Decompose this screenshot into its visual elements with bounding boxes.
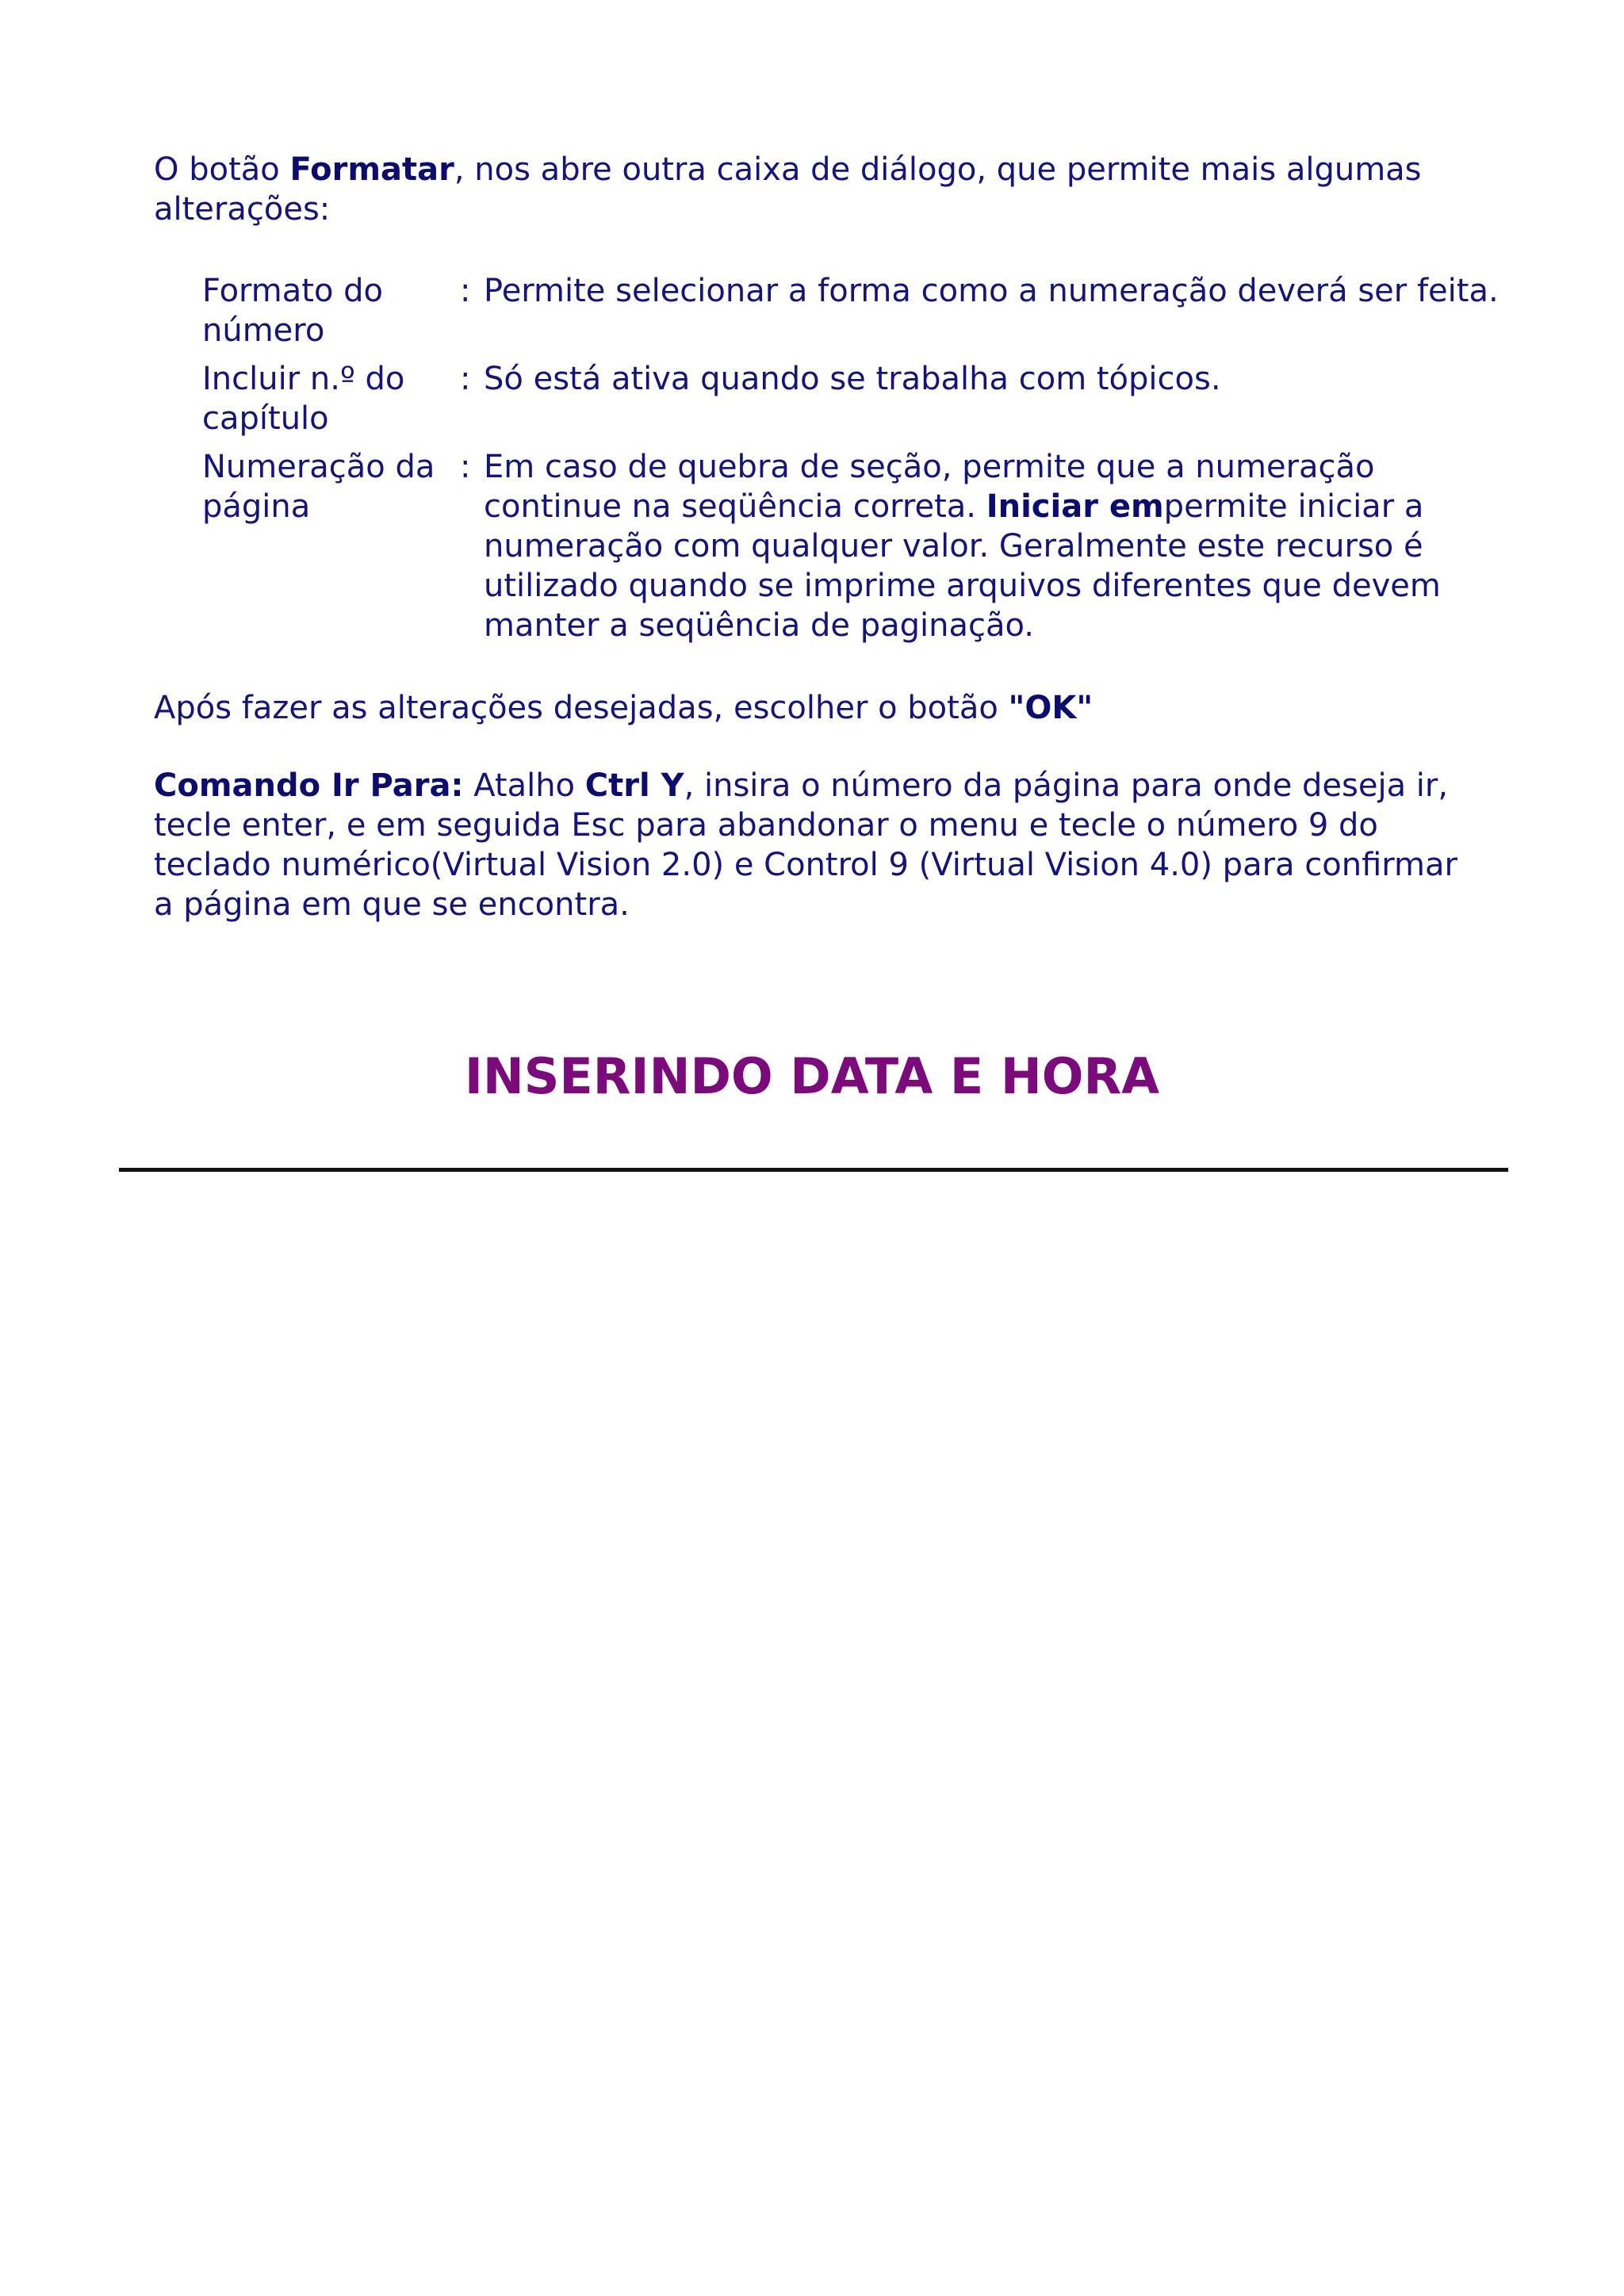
options-list [202,271,1503,654]
after-text: Após fazer as alterações desejadas, escolher o botão [154,690,1009,726]
option-separator: : [460,361,471,397]
ok-keyword: "OK" [1008,690,1094,726]
option-separator: : [460,273,471,309]
option-row-numeracao [202,447,1503,645]
option-description: Permite selecionar a forma como a numeração deverá ser feita. [484,273,1499,309]
option-row-incluir [202,359,1503,438]
option-term: Incluir n.º do capítulo [202,361,405,437]
goto-paragraph [154,766,1486,924]
ctrl-y-shortcut: Ctrl Y [584,767,684,804]
intro-paragraph [154,150,1486,229]
option-term: Numeração da página [202,449,435,525]
section-heading: INSERINDO DATA E HORA [464,1047,1160,1105]
option-description: Só está ativa quando se trabalha com tópicos. [484,361,1221,397]
intro-text: O botão [154,151,290,188]
option-separator: : [460,449,471,485]
after-paragraph [154,688,1486,728]
iniciar-em-keyword: Iniciar em [986,488,1164,525]
horizontal-rule [119,1168,1508,1172]
option-term: Formato do número [202,273,384,349]
intro-text-rest: , nos abre outra caixa de diálogo, que permite mais algumas alterações: [154,151,1422,228]
option-description [484,447,1503,645]
goto-text: Atalho [463,767,585,804]
goto-label: Comando Ir Para: [154,767,464,804]
option-description-text: Em caso de quebra de seção, permite que a numeração continue na seqüência correta. [484,449,1375,525]
option-row-formato [202,271,1503,350]
option-description-text-rest: permite iniciar a numeração com qualquer valor. Geralmente este recurso é utilizado quando se imprime arquivos diferentes que devem manter a seqüência de paginação. [484,488,1441,644]
formatar-keyword: Formatar [289,151,454,188]
goto-text-rest: , insira o número da página para onde deseja ir, tecle enter, e em seguida Esc para abandonar o menu e tecle o número 9 do teclado numérico(Virtual Vision 2.0) e Control 9 (Virtual Vision 4.0) para confirmar a página em que se encontra. [154,767,1457,923]
